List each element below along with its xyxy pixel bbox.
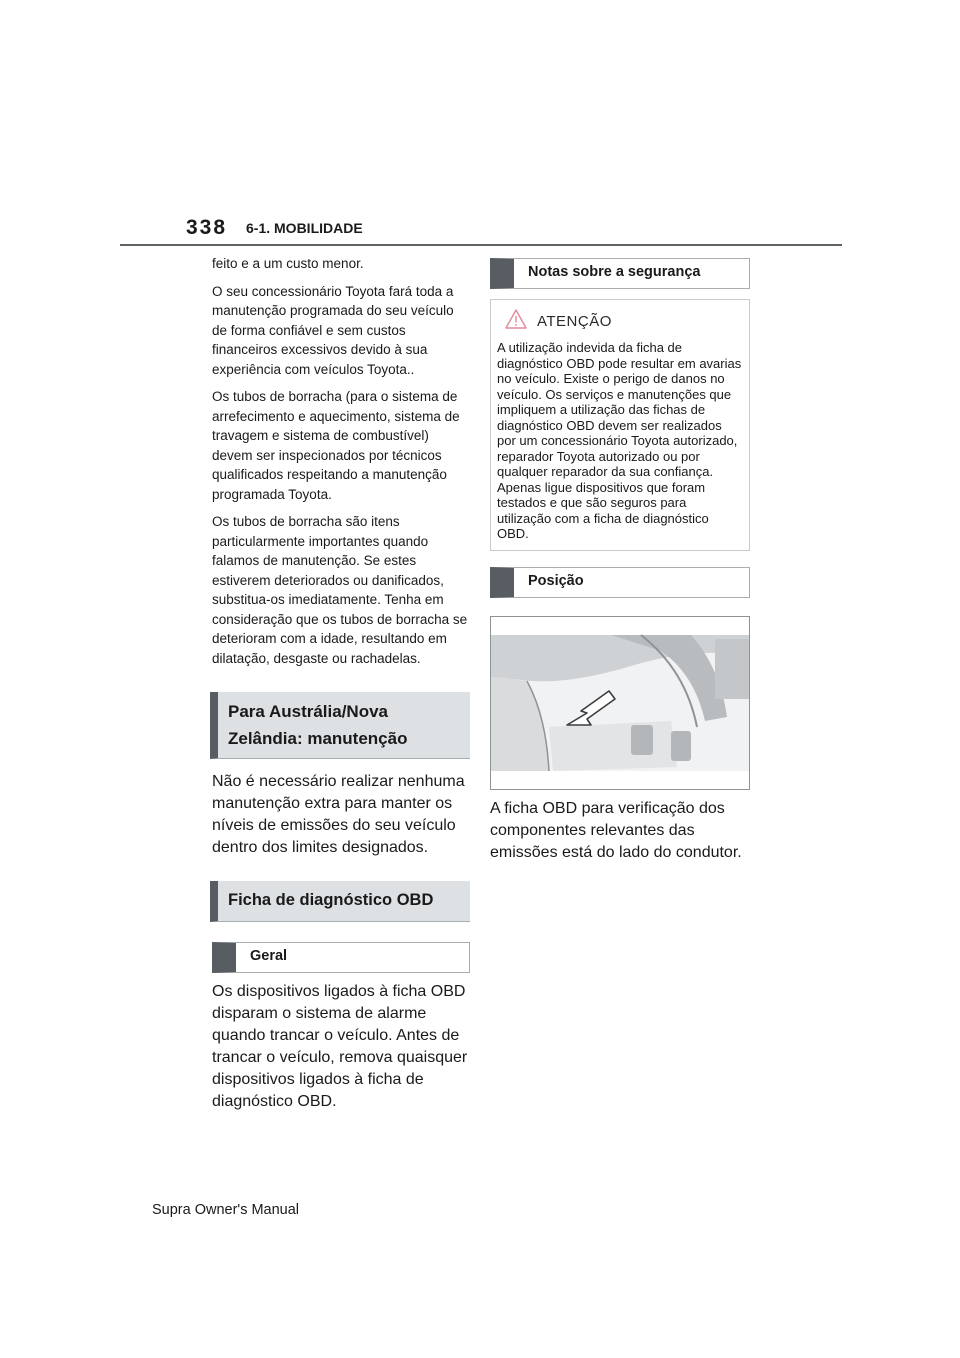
- footer-manual-title: Supra Owner's Manual: [152, 1202, 300, 1218]
- page-number: 338: [186, 216, 228, 239]
- header-rule: [120, 244, 842, 246]
- subheading-position: Posição: [490, 567, 750, 598]
- section-title: 6-1. MOBILIDADE: [246, 220, 363, 236]
- paragraph-dealer: O seu concessionário Toyota fará toda a manutenção programada do seu veículo de forma confiável e sem custos financeiros excessivos devido à sua experiência com veículos Toyota..: [212, 283, 454, 377]
- photo-caption: A ficha OBD para verificação dos componentes relevantes das emissões está do lado do condutor.: [490, 799, 742, 861]
- obd-location-illustration: [490, 616, 750, 790]
- warning-box: [490, 299, 750, 551]
- heading-obd-socket: Ficha de diagnóstico OBD: [210, 881, 470, 922]
- paragraph-australia: Não é necessário realizar nenhuma manutenção extra para manter os níveis de emissões do seu veículo dentro dos limites designados.: [212, 773, 465, 856]
- paragraph-general: Os dispositivos ligados à ficha OBD disparam o sistema de alarme quando trancar o veículo. Antes de trancar o veículo, remova quaisquer dispositivos ligados à ficha de diagnóstico OBD.: [212, 983, 468, 1110]
- warning-header: [497, 306, 743, 336]
- left-column: [212, 254, 470, 1113]
- paragraph-hoses-importance: Os tubos de borracha são itens particularmente importantes quando falamos de manutenção. Se estes estiverem deteriorados ou danificados, substitua-os imediatamente. Tenha em consideração que os tubos de borracha se deterioram com a idade, resultando em dilatação, desgaste ou rachadelas.: [212, 514, 468, 666]
- warning-triangle-icon: [505, 309, 527, 334]
- subheading-safety-notes: Notas sobre a segurança: [490, 258, 750, 289]
- warning-label: ATENÇÃO: [537, 312, 612, 330]
- heading-australia-maintenance: Para Austrália/Nova Zelândia: manutenção: [210, 692, 470, 759]
- subheading-general: Geral: [212, 942, 470, 973]
- paragraph-intro: feito e a um custo menor.: [212, 256, 364, 271]
- warning-text: A utilização indevida da ficha de diagnóstico OBD pode resultar em avarias no veículo. Existe o perigo de danos no veículo. Os serviços e manutenções que impliquem a utilização das fichas de diagnóstico OBD devem ser realizados por um concessionário Toyota autorizado, reparador Toyota autorizado ou por qualquer reparador da sua confiança. Apenas ligue dispositivos que foram testados e que são seguros para utilização com a ficha de diagnóstico OBD.: [497, 340, 742, 541]
- paragraph-hoses-inspection: Os tubos de borracha (para o sistema de arrefecimento e aquecimento, sistema de travagem e sistema de combustível) devem ser inspecionados por técnicos qualificados respeitando a manutenção programada Toyota.: [212, 389, 460, 502]
- right-column: [490, 258, 750, 864]
